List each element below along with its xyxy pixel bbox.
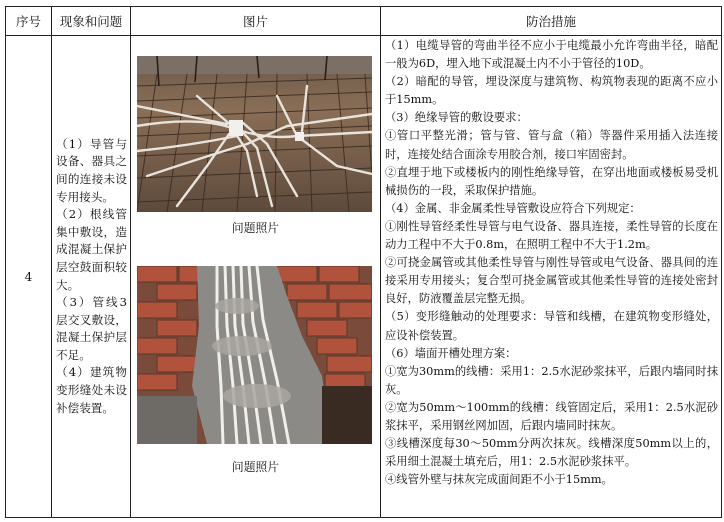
- measure-item: ②可挠金属管或其他柔性导管与刚性导管或电气设备、器具间的连接采用专用接头；复合型可挠金属管或其他柔性导管的连接处密封良好，防液覆盖层完整无损。: [385, 256, 718, 306]
- measure-item: （1）电缆导管的弯曲半径不应小于电缆最小允许弯曲半径，暗配一般为6D，埋入地下或混凝土内不小于管径的10D。: [385, 39, 718, 71]
- brick-wall-conduit-photo: [137, 266, 372, 444]
- measure-item: （5）变形缝触动的处理要求：导管和线槽，在建筑物变形缝处，应设补偿装置。: [385, 310, 718, 342]
- photo-caption: 问题照片: [231, 460, 280, 474]
- defect-table: [5, 6, 722, 518]
- measure-item: ①管口平整光滑；管与管、管与盒（箱）等器件采用插入法连接时，连接处结合面涂专用胶合剂，接口牢固密封。: [385, 129, 718, 161]
- problem-item: （1）导管与设备、器具之间的连接未设专用接头。: [56, 136, 127, 204]
- measure-item: ③线槽深度每30～50mm分两次抹灰。线槽深度50mm以上的，采用细土混凝土填充后，用1：2.5水泥砂浆抹平。: [385, 437, 718, 469]
- measure-item: ②直埋于地下或楼板内的刚性绝缘导管，在穿出地面或楼板易受机械损伤的一段，采取保护措施。: [385, 165, 718, 197]
- header-problem: 现象和问题: [52, 7, 131, 36]
- row-number: 4: [6, 36, 52, 518]
- header-picture: 图片: [131, 7, 381, 36]
- measure-item: ②宽为50mm～100mm的线槽：线管固定后，采用1：2.5水泥砂浆抹平，采用钢丝网加固，后跟内墙同时抹灰。: [385, 400, 718, 432]
- problem-item: （3）管线3层交叉敷设，混凝土保护层不足。: [56, 295, 127, 362]
- problem-photo: [137, 56, 372, 212]
- measure-item: ①刚性导管经柔性导管与电气设备、器具连接，柔性导管的长度在动力工程中不大于0.8m，在照明工程中不大于1.2m。: [385, 219, 718, 252]
- measure-item: （3）绝缘导管的敷设要求：: [385, 111, 528, 125]
- header-row: [6, 7, 722, 36]
- header-number: 序号: [6, 7, 52, 36]
- photo-caption: 问题照片: [231, 221, 280, 235]
- measure-item: ①宽为30mm的线槽：采用1：2.5水泥砂浆抹平，后跟内墙同时抹灰。: [385, 364, 718, 396]
- picture-cell: [131, 36, 381, 518]
- measure-item: （6）墙面开槽处理方案：: [385, 346, 517, 360]
- rebar-conduit-photo: [137, 56, 372, 212]
- measures-cell: [381, 36, 722, 518]
- measure-item: （4）金属、非金属柔性导管敷设应符合下列规定：: [385, 201, 641, 215]
- measure-item: ④线管外壁与抹灰完成面间距不小于15mm。: [385, 473, 613, 487]
- measure-item: （2）暗配的导管，埋设深度与建筑物、构筑物表现的距离不应小于15mm。: [385, 75, 718, 107]
- table-row: [6, 36, 722, 518]
- problem-item: （4）建筑物变形缝处未设补偿装置。: [56, 365, 127, 415]
- problem-cell: [52, 36, 131, 518]
- header-measures: 防治措施: [381, 7, 722, 36]
- problem-item: （2）根线管集中敷设，造成混凝土保护层空鼓面积较大。: [56, 207, 127, 292]
- problem-photo: [137, 266, 372, 444]
